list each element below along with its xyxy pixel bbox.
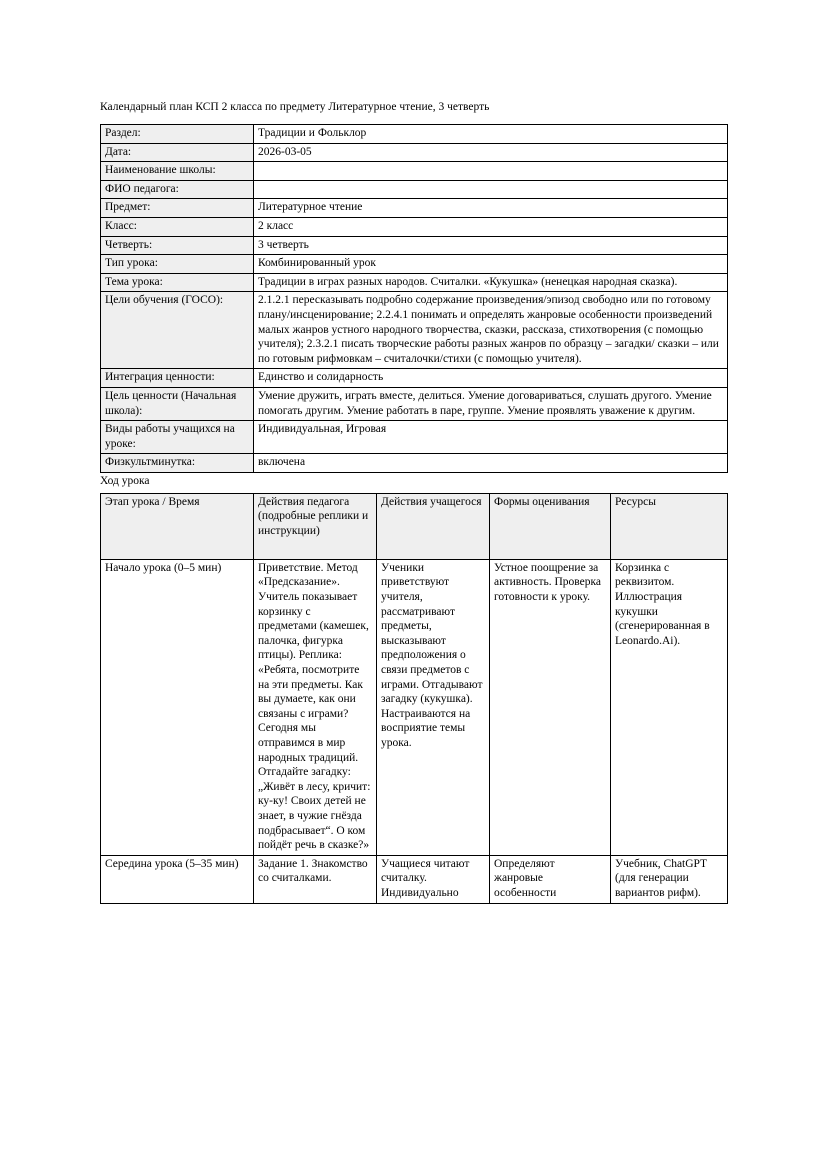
info-value-lesson-type: Комбинированный урок (254, 255, 728, 274)
info-value-value-goal: Умение дружить, играть вместе, делиться. Умение договариваться, слушать другого. Умение помогать другим. Умение работать в паре, группе. Умение проявлять уважение к другим. (254, 387, 728, 420)
table-row (101, 180, 728, 199)
table-row (101, 369, 728, 388)
cell-student-lesson-middle: Учащиеся читают считалку. Индивидуально (377, 855, 490, 903)
info-value-theme: Традиции в играх разных народов. Считалки. «Кукушка» (ненецкая народная сказка). (254, 273, 728, 292)
info-value-teacher-name (254, 180, 728, 199)
info-value-goals: 2.1.2.1 пересказывать подробно содержание произведения/эпизод свободно или по готовому плану/инсценирование; 2.2.4.1 понимать и определять жанровые особенности произведений малых жанров устного народного творчества, сказки, рассказа, стихотворения (с помощью учителя); 2.3.2.1 писать творческие работы разных жанров по образцу – загадки/ сказки – или по готовым рифмовкам – считалочки/стихи (с помощью учителя). (254, 292, 728, 369)
table-header-row (101, 493, 728, 559)
info-value-razdel: Традиции и Фольклор (254, 125, 728, 144)
table-row (101, 292, 728, 369)
info-label-value-goal: Цель ценности (Начальная школа): (101, 387, 254, 420)
info-value-class: 2 класс (254, 217, 728, 236)
info-value-physical-break: включена (254, 454, 728, 473)
table-row (101, 236, 728, 255)
table-row (101, 255, 728, 274)
lesson-info-table-body (101, 125, 728, 473)
table-row (101, 162, 728, 181)
info-label-teacher-name: ФИО педагога: (101, 180, 254, 199)
column-header-resources: Ресурсы (611, 493, 728, 559)
column-header-teacher-actions: Действия педагога (подробные реплики и инструкции) (254, 493, 377, 559)
table-row (101, 387, 728, 420)
info-label-lesson-type: Тип урока: (101, 255, 254, 274)
info-label-work-types: Виды работы учащихся на уроке: (101, 421, 254, 454)
cell-assessment-lesson-middle: Определяют жанровые особенности (490, 855, 611, 903)
table-row (101, 421, 728, 454)
cell-teacher-lesson-start: Приветствие. Метод «Предсказание». Учитель показывает корзинку с предметами (камешек, палочка, фигурка птицы). Реплика: «Ребята, посмотрите на эти предметы. Как вы думаете, как они связаны с играми? Сегодня мы отправимся в мир народных традиций. Отгадайте загадку: „Живёт в лесу, кричит: ку-ку! Своих детей не знает, в чужие гнёзда подбрасывает“. О ком пойдёт речь в сказке?» (254, 559, 377, 855)
info-label-class: Класс: (101, 217, 254, 236)
table-row (101, 199, 728, 218)
info-label-data: Дата: (101, 143, 254, 162)
info-label-quarter: Четверть: (101, 236, 254, 255)
info-label-physical-break: Физкультминутка: (101, 454, 254, 473)
cell-assessment-lesson-start: Устное поощрение за активность. Проверка готовности к уроку. (490, 559, 611, 855)
column-header-assessment-forms: Формы оценивания (490, 493, 611, 559)
info-value-school (254, 162, 728, 181)
lesson-info-table (100, 124, 728, 473)
info-label-razdel: Раздел: (101, 125, 254, 144)
info-label-goals: Цели обучения (ГОСО): (101, 292, 254, 369)
cell-resources-lesson-middle: Учебник, ChatGPT (для генерации вариантов рифм). (611, 855, 728, 903)
info-value-work-types: Индивидуальная, Игровая (254, 421, 728, 454)
cell-stage-lesson-start: Начало урока (0–5 мин) (101, 559, 254, 855)
info-value-data: 2026-03-05 (254, 143, 728, 162)
table-row (101, 143, 728, 162)
cell-student-lesson-start: Ученики приветствуют учителя, рассматривают предметы, высказывают предположения о связи предметов с играми. Отгадывают загадку (кукушка). Настраиваются на восприятие темы урока. (377, 559, 490, 855)
lesson-flow-table-head (101, 493, 728, 559)
lesson-flow-table (100, 493, 728, 904)
cell-resources-lesson-start: Корзинка с реквизитом. Иллюстрация кукушки (сгенерированная в Leonardo.Ai). (611, 559, 728, 855)
table-row (101, 273, 728, 292)
info-label-value-integration: Интеграция ценности: (101, 369, 254, 388)
lesson-flow-table-body (101, 559, 728, 903)
table-row (101, 855, 728, 903)
table-row (101, 454, 728, 473)
info-label-subject: Предмет: (101, 199, 254, 218)
table-row (101, 559, 728, 855)
cell-teacher-lesson-middle: Задание 1. Знакомство со считалками. (254, 855, 377, 903)
info-label-theme: Тема урока: (101, 273, 254, 292)
column-header-student-actions: Действия учащегося (377, 493, 490, 559)
info-value-quarter: 3 четверть (254, 236, 728, 255)
page-title: Календарный план КСП 2 класса по предмету Литературное чтение, 3 четверть (100, 101, 490, 113)
info-value-subject: Литературное чтение (254, 199, 728, 218)
table-row (101, 125, 728, 144)
info-value-value-integration: Единство и солидарность (254, 369, 728, 388)
info-label-school: Наименование школы: (101, 162, 254, 181)
column-header-stage: Этап урока / Время (101, 493, 254, 559)
lesson-flow-heading: Ход урока (100, 474, 150, 487)
cell-stage-lesson-middle: Середина урока (5–35 мин) (101, 855, 254, 903)
table-row (101, 217, 728, 236)
